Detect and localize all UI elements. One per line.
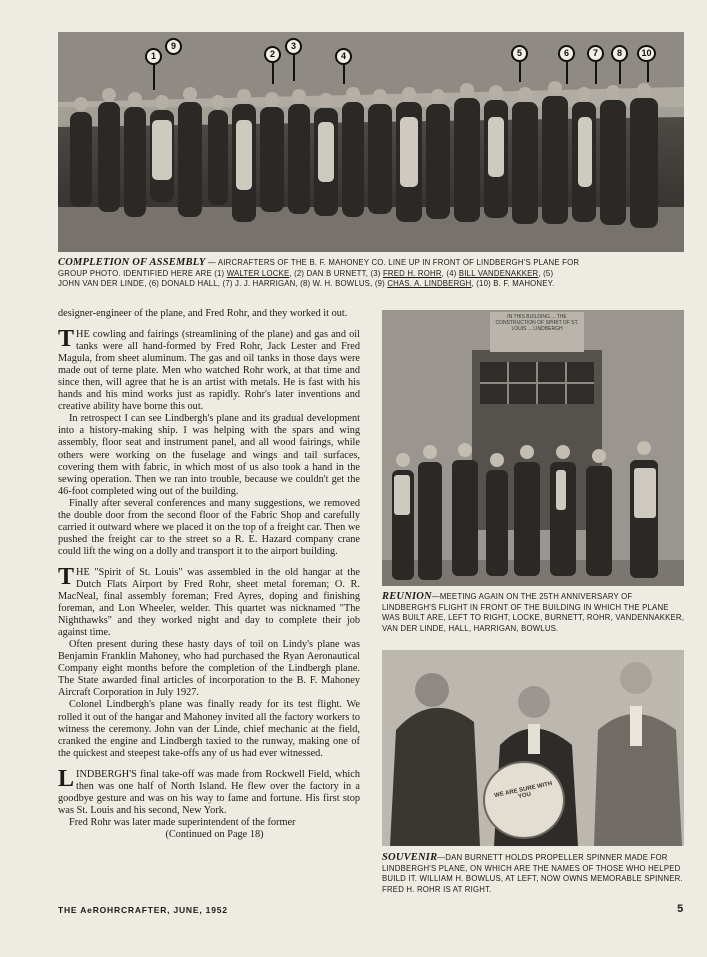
label-stem <box>566 62 568 84</box>
caption-name-bill: BILL VANDENAKKER <box>458 268 539 278</box>
caption-lead: SOUVENIR <box>382 852 438 863</box>
building-plaque: IN THIS BUILDING ... THE CONSTRUCTION OF SPIRIT OF ST. LOUIS ... LINDBERGH <box>495 314 579 332</box>
page-footer <box>58 905 684 915</box>
spinner-text: WE ARE SURE WITH YOU <box>493 780 553 801</box>
continued-note: (Continued on Page 18) <box>165 828 264 840</box>
caption-text: , (4) <box>441 268 459 278</box>
label-stem <box>293 55 295 81</box>
photo-label-3: 3 <box>285 38 302 55</box>
photo-label-8: 8 <box>611 45 628 62</box>
photo-label-9: 9 <box>165 38 182 55</box>
publication-title: THE AeROHRCRAFTER, JUNE, 1952 <box>58 905 228 915</box>
souvenir-caption <box>382 853 686 895</box>
article-paragraph: designer-engineer of the plane, and Fred Rohr, and they worked it out. <box>58 308 348 319</box>
souvenir-photo-art <box>382 650 684 846</box>
article-paragraph: In retrospect I can see Lindbergh's plane and its gradual development into a history-making ship. I was helping with the spars and wing assembly, floor seat and instrument panel, and all wood fairings, while others were working on the fuselage and wings and tail surfaces, covering them with fabric, in which most of us also took a hand in the sewing operation. Then we ran into trouble, because we couldn't get the 46-foot completed wing out of the building. <box>58 413 360 497</box>
photo-label-5: 5 <box>511 45 528 62</box>
souvenir-photo <box>382 650 684 846</box>
caption-name-chas: CHAS. A. LINDBERGH <box>387 279 472 289</box>
caption-text: , (5) <box>538 268 554 278</box>
reunion-photo <box>382 310 684 586</box>
article-paragraph: Often present during these hasty days of toil on Lindy's plane was Benjamin Franklin Mahoney, who had purchased the Ryan Aeronautical Company eight months before the completion of the Lindbergh plane. The State awarded final articles of incorporation to the B. F. Mahoney Aircraft Corporation in July 1927. <box>58 639 360 699</box>
caption-lead: REUNION <box>382 591 432 602</box>
group-photo <box>58 32 684 252</box>
drop-cap: T <box>58 563 75 590</box>
caption-text: JOHN VAN DER LINDE, (6) DONALD HALL, (7) J. J. HARRIGAN, (8) W. H. BOWLUS, (9) <box>58 279 388 289</box>
reunion-photo-art <box>382 310 684 586</box>
label-stem <box>519 62 521 82</box>
group-photo-caption <box>58 258 688 290</box>
caption-text: — AIRCRAFTERS OF THE B. F. MAHONEY CO. LINE UP IN FRONT OF LINDBERGH'S PLANE FOR <box>205 258 580 267</box>
article-paragraph: THE "Spirit of St. Louis" was assembled in the old hangar at the Dutch Flats Airport by Fred Rohr, sheet metal foreman; O. R. MacNeal, final assembly foreman; Fred Ayres, doping and finishing foreman, and Lon Wheeler, welder. This quartet was nicknamed "The Nighthawks" and they worked night and day to complete their job against time. <box>58 563 360 639</box>
drop-cap: L <box>58 765 75 792</box>
article-paragraph: Colonel Lindbergh's plane was finally ready for its test flight. We rolled it out of the hangar and Mahoney invited all the factory workers to witness the ceremony. John van der Linde, chief mechanic at the field, cranked the engine and Lindbergh taxied to the runway, making one of the quickest and steepest take-offs any of us had ever witnessed. <box>58 699 360 759</box>
reunion-caption <box>382 592 686 634</box>
photo-label-1: 1 <box>145 48 162 65</box>
caption-text: —DAN BURNETT HOLDS PROPELLER SPINNER MADE FOR LINDBERGH'S PLANE, ON WHICH ARE THE NAMES OF THOSE WHO HELPED BUILD IT. WILLIAM H. BOWLUS, AT LEFT, NOW OWNS MEMORABLE SPINNER. FRED H. ROHR IS AT RIGHT. <box>382 853 683 894</box>
label-stem <box>343 64 345 84</box>
caption-text: GROUP PHOTO. IDENTIFIED HERE ARE (1) <box>58 268 227 278</box>
caption-text: —MEETING AGAIN ON THE 25TH ANNIVERSARY OF LINDBERGH'S FLIGHT IN FRONT OF THE BUILDING IN WHICH THE PLANE WAS BUILT ARE, LEFT TO RIGHT, LOCKE, BURNETT, ROHR, VANDENNAKKER, VAN DER LINDE, HALL, HARRIGAN, BOWLUS. <box>382 592 685 633</box>
label-stem <box>595 62 597 84</box>
label-stem <box>619 62 621 84</box>
caption-text: , (2) DAN B URNETT, (3) <box>289 268 383 278</box>
label-stem <box>647 62 649 82</box>
article-column <box>58 308 360 841</box>
article-paragraph: LINDBERGH'S final take-off was made from Rockwell Field, which then was one half of North Island. He flew over the factory in a goodbye gesture and was on his way to fame and fortune. His first stop was St. Louis and his second, New York. <box>58 765 360 816</box>
article-paragraph: Finally after several conferences and many suggestions, we removed the double door from the second floor of the Fabric Shop and carefully carried it outward where we placed it on the top of a freight car. Then we pushed the freight car to the street so a R. E. Hazard company crane could lift the wing on a dolly and transport it to the airport building. <box>58 497 360 557</box>
drop-cap: T <box>58 326 75 353</box>
label-stem <box>272 60 274 84</box>
group-photo-art <box>58 32 684 252</box>
photo-label-4: 4 <box>335 48 352 65</box>
article-paragraph: Fred Rohr was later made superintendent of the former <box>69 816 296 828</box>
page-number: 5 <box>677 903 684 915</box>
caption-lead: COMPLETION OF ASSEMBLY <box>58 257 206 268</box>
caption-text: , (10) B. F. MAHONEY. <box>471 279 555 289</box>
article-paragraph: THE cowling and fairings (streamlining of the plane) and gas and oil tanks were all hand-formed by Fred Rohr, Jack Lester and Fred Magula, from sheet aluminum. The gas and oil tanks in those days were made out of terne plate. Men who watched Rohr work, at that time and since then, will agree that he is an artist with metals. He is fast with his hands and his mind works just as rapidly. Rohr's later inventions and creative ability have borne this out. <box>58 326 360 413</box>
caption-name-walter: WALTER LOCKE <box>226 268 290 278</box>
photo-label-7: 7 <box>587 45 604 62</box>
photo-label-6: 6 <box>558 45 575 62</box>
photo-label-10: 10 <box>637 45 656 62</box>
caption-name-rohr: FRED H. ROHR <box>382 268 442 278</box>
photo-label-2: 2 <box>264 46 281 63</box>
